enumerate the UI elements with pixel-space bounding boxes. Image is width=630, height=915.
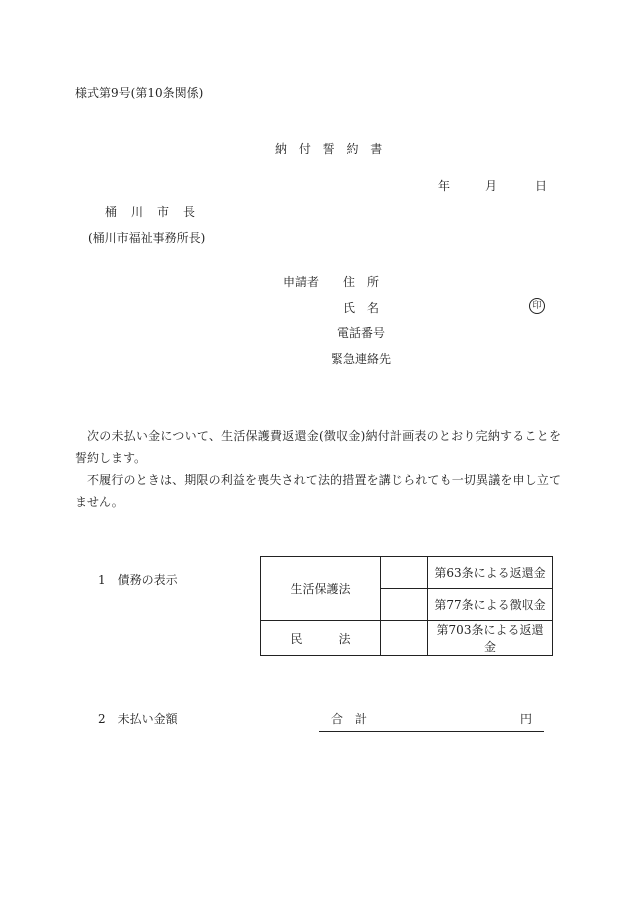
phone-label: 電話番号 xyxy=(337,326,386,340)
total-label: 合 計 xyxy=(331,712,368,726)
document-title: 納 付 誓 約 書 xyxy=(275,142,387,156)
recipient-mayor: 桶 川 市 長 xyxy=(105,205,197,219)
seal-mark-icon: 印 xyxy=(529,298,545,314)
clause-cell: 第77条による徴収金 xyxy=(428,589,553,621)
address-label: 住 所 xyxy=(343,275,380,289)
law-cell-civil: 民 法 xyxy=(261,621,381,656)
law-cell-welfare: 生活保護法 xyxy=(261,557,381,621)
date-month-label: 月 xyxy=(485,179,498,193)
checkbox-cell[interactable] xyxy=(381,621,428,656)
checkbox-cell[interactable] xyxy=(381,557,428,589)
name-label: 氏 名 xyxy=(343,301,380,315)
yen-unit: 円 xyxy=(520,712,533,726)
section-amount-label: 2 未払い金額 xyxy=(98,712,178,726)
form-number: 様式第9号(第10条関係) xyxy=(75,86,204,100)
date-day-label: 日 xyxy=(535,179,548,193)
table-row xyxy=(261,621,553,656)
table-row xyxy=(261,557,553,589)
pledge-paragraph-2: 不履行のときは、期限の利益を喪失されて法的措置を講じられても一切異議を申し立てません。 xyxy=(75,473,561,509)
clause-cell: 第703条による返還金 xyxy=(428,621,553,656)
section-debt-label: 1 債務の表示 xyxy=(98,573,178,587)
recipient-welfare-office: (桶川市福祉事務所長) xyxy=(88,231,206,245)
debt-table xyxy=(260,556,553,656)
clause-cell: 第63条による返還金 xyxy=(428,557,553,589)
applicant-label: 申請者 xyxy=(283,275,320,289)
emergency-contact-label: 緊急連絡先 xyxy=(331,352,392,366)
pledge-paragraph-1: 次の未払い金について、生活保護費返還金(徴収金)納付計画表のとおり完納することを誓約します。 xyxy=(75,429,561,465)
checkbox-cell[interactable] xyxy=(381,589,428,621)
date-year-label: 年 xyxy=(438,179,451,193)
total-underline xyxy=(319,731,544,732)
pledge-body xyxy=(75,425,561,513)
